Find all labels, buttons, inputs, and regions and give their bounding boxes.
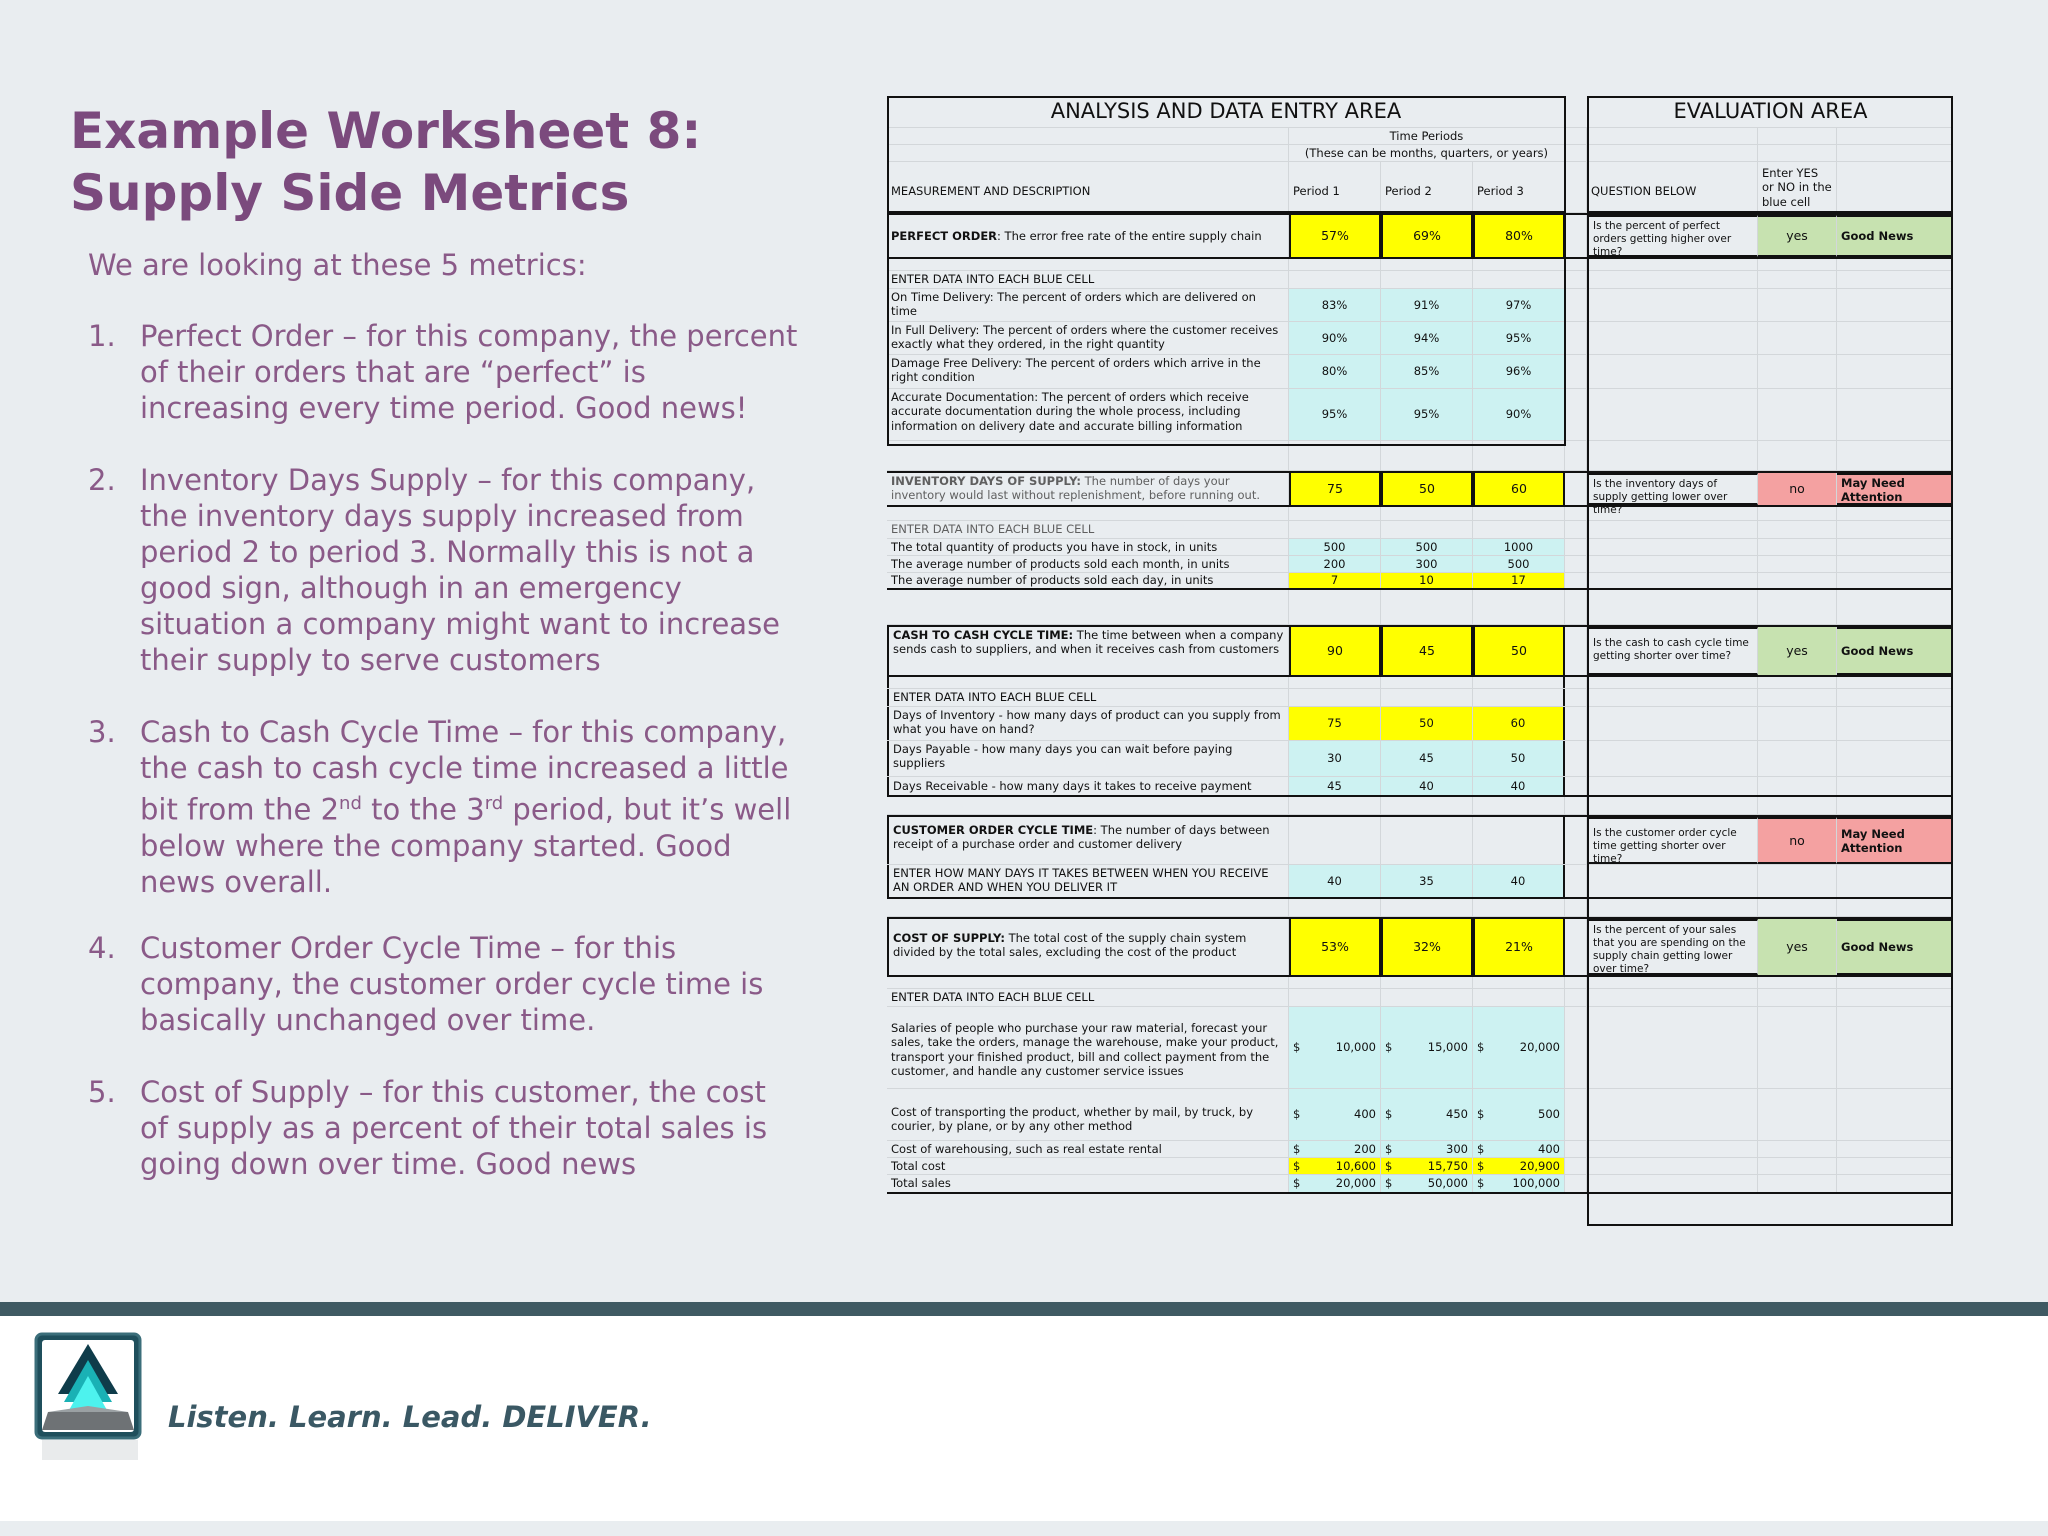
- row-label: Days of Inventory - how many days of product can you supply from what you have on hand?: [887, 707, 1289, 740]
- metric-value: 50: [1381, 473, 1473, 505]
- list-text-part: to the 3: [361, 792, 485, 827]
- currency-symbol: $: [1385, 1176, 1393, 1191]
- metric-row-cash-cycle: [887, 625, 1953, 677]
- table-row: [887, 1175, 1953, 1194]
- enter-data-label: ENTER DATA INTO EACH BLUE CELL: [887, 271, 1289, 288]
- currency-symbol: $: [1293, 1040, 1301, 1055]
- computed-value: [1381, 1158, 1473, 1174]
- answer-input[interactable]: yes: [1758, 627, 1837, 675]
- enter-data-label: ENTER DATA INTO EACH BLUE CELL: [887, 689, 1289, 706]
- metric-value: 57%: [1289, 215, 1381, 257]
- data-input[interactable]: 40: [1473, 777, 1565, 795]
- table-row: [887, 707, 1953, 741]
- column-header-period-1: Period 1: [1289, 162, 1381, 212]
- currency-symbol: $: [1293, 1141, 1301, 1156]
- column-header-period-3: Period 3: [1473, 162, 1565, 212]
- evaluation-result: May Need Attention: [1837, 473, 1953, 505]
- table-row: [887, 128, 1953, 145]
- data-input[interactable]: 40: [1473, 865, 1565, 897]
- table-row: [887, 521, 1953, 539]
- currency-symbol: $: [1385, 1141, 1393, 1156]
- amount: 10,600: [1335, 1158, 1376, 1173]
- row-label: In Full Delivery: The percent of orders where the customer receives exactly what they ordered, in the right quantity: [887, 322, 1289, 354]
- amount: 450: [1446, 1107, 1468, 1122]
- row-label: Accurate Documentation: The percent of orders which receive accurate documentation during the whole process, including information on delivery date and accurate billing information: [887, 389, 1289, 440]
- data-input[interactable]: 94%: [1381, 322, 1473, 354]
- page-title: [70, 100, 701, 224]
- data-input[interactable]: [1473, 1175, 1565, 1192]
- column-header-question: QUESTION BELOW: [1587, 162, 1758, 212]
- enter-data-label: ENTER DATA INTO EACH BLUE CELL: [887, 989, 1289, 1006]
- answer-input[interactable]: no: [1758, 473, 1837, 505]
- enter-data-label: ENTER DATA INTO EACH BLUE CELL: [887, 521, 1289, 538]
- analysis-header: ANALYSIS AND DATA ENTRY AREA: [887, 96, 1566, 127]
- amount: 15,000: [1427, 1040, 1468, 1055]
- data-input[interactable]: 95%: [1289, 389, 1381, 440]
- table-row: [887, 556, 1953, 573]
- data-input[interactable]: [1289, 1007, 1381, 1088]
- currency-symbol: $: [1385, 1107, 1393, 1122]
- table-row: [887, 271, 1953, 289]
- metric-value: 80%: [1473, 215, 1565, 257]
- data-input[interactable]: 45: [1289, 777, 1381, 795]
- currency-symbol: $: [1477, 1158, 1485, 1173]
- list-text: [140, 714, 800, 899]
- row-label: The average number of products sold each month, in units: [887, 556, 1289, 572]
- list-item: [88, 930, 808, 1038]
- evaluation-question: Is the percent of perfect orders getting higher over time?: [1587, 215, 1758, 257]
- amount: 400: [1354, 1107, 1376, 1122]
- table-row: [887, 322, 1953, 355]
- page-title-line2: Supply Side Metrics: [70, 164, 630, 222]
- table-row: [887, 289, 1953, 322]
- list-item: [88, 318, 808, 426]
- metric-value: 32%: [1381, 919, 1473, 975]
- row-label: Cost of transporting the product, whether by mail, by truck, by courier, by plane, or by any other method: [887, 1089, 1289, 1140]
- superscript: nd: [339, 793, 362, 814]
- column-header-yes-no: Enter YES or NO in the blue cell: [1758, 162, 1837, 212]
- evaluation-header: EVALUATION AREA: [1673, 99, 1868, 124]
- data-input[interactable]: 91%: [1381, 289, 1473, 321]
- data-input[interactable]: [1473, 1089, 1565, 1140]
- amount: 20,900: [1519, 1158, 1560, 1173]
- row-label: Total cost: [887, 1158, 1289, 1174]
- list-item: [88, 714, 808, 899]
- list-number: 4.: [88, 931, 116, 965]
- row-label: On Time Delivery: The percent of orders which are delivered on time: [887, 289, 1289, 321]
- amount: 200: [1354, 1141, 1376, 1156]
- data-input[interactable]: 95%: [1473, 322, 1565, 354]
- currency-symbol: $: [1293, 1107, 1301, 1122]
- metric-value: 53%: [1289, 919, 1381, 975]
- intro-text: We are looking at these 5 metrics:: [88, 248, 587, 282]
- data-input[interactable]: [1381, 1089, 1473, 1140]
- data-input[interactable]: 200: [1289, 556, 1381, 572]
- row-label: Salaries of people who purchase your raw material, forecast your sales, take the orders, manage the warehouse, make your product, transport your finished product, bill and collect payment from the customer, and handle any customer service issues: [887, 1007, 1289, 1088]
- evaluation-result: Good News: [1837, 215, 1953, 257]
- data-input[interactable]: [1289, 1089, 1381, 1140]
- list-number: 3.: [88, 715, 116, 749]
- data-input[interactable]: 50: [1473, 741, 1565, 776]
- metric-name: CUSTOMER ORDER CYCLE TIME: [893, 823, 1094, 837]
- evaluation-result: Good News: [1837, 919, 1953, 975]
- superscript: rd: [484, 793, 504, 814]
- data-input[interactable]: 97%: [1473, 289, 1565, 321]
- list-text: Cost of Supply – for this customer, the cost of supply as a percent of their total sales is going down over time. Good news: [140, 1075, 768, 1181]
- table-row: [887, 162, 1953, 213]
- worksheet-table: [887, 96, 1953, 1194]
- metric-value: 75: [1289, 473, 1381, 505]
- currency-symbol: $: [1477, 1040, 1485, 1055]
- row-label: Days Payable - how many days you can wait before paying suppliers: [887, 741, 1289, 776]
- metric-label: [887, 627, 1289, 675]
- list-text-part: period, but it’s well below where the company started. Good news overall.: [140, 792, 792, 899]
- computed-value: [1289, 1158, 1381, 1174]
- data-input[interactable]: [1473, 1007, 1565, 1088]
- metric-desc: The total cost of the supply chain system divided by the total sales, excluding the cost of the product: [893, 931, 1247, 960]
- metric-value: 45: [1381, 627, 1473, 675]
- metric-value: 21%: [1473, 919, 1565, 975]
- computed-value: 60: [1473, 707, 1565, 740]
- table-row: [887, 539, 1953, 556]
- table-row: [887, 689, 1953, 707]
- metric-row-cost-of-supply: [887, 917, 1953, 977]
- computed-value: 75: [1289, 707, 1381, 740]
- data-input[interactable]: 500: [1381, 539, 1473, 555]
- footer-band: [0, 1302, 2048, 1316]
- table-row: [887, 355, 1953, 389]
- amount: 300: [1446, 1141, 1468, 1156]
- amount: 20,000: [1519, 1040, 1560, 1055]
- metric-desc: : The number of days between receipt of a purchase order and customer delivery: [893, 823, 1270, 852]
- evaluation-result: May Need Attention: [1837, 817, 1953, 864]
- table-row: [887, 1141, 1953, 1158]
- data-input[interactable]: [1381, 1175, 1473, 1192]
- data-input[interactable]: 40: [1289, 865, 1381, 897]
- list-number: 2.: [88, 463, 116, 497]
- time-periods-note: (These can be months, quarters, or years): [1289, 145, 1566, 161]
- metric-value: 90: [1289, 627, 1381, 675]
- metric-value: 60: [1473, 473, 1565, 505]
- computed-value: 17: [1473, 573, 1565, 588]
- data-input[interactable]: 40: [1381, 777, 1473, 795]
- data-input[interactable]: 500: [1473, 556, 1565, 572]
- metric-name: COST OF SUPPLY:: [893, 931, 1005, 945]
- column-header-period-2: Period 2: [1381, 162, 1473, 212]
- answer-input[interactable]: yes: [1758, 919, 1837, 975]
- metric-label: [887, 919, 1289, 975]
- currency-symbol: $: [1477, 1107, 1485, 1122]
- list-item: [88, 462, 808, 678]
- data-input[interactable]: [1289, 1175, 1381, 1192]
- data-input[interactable]: 83%: [1289, 289, 1381, 321]
- data-input[interactable]: 35: [1381, 865, 1473, 897]
- table-row: [887, 865, 1953, 899]
- computed-value: 50: [1381, 707, 1473, 740]
- amount: 20,000: [1335, 1176, 1376, 1191]
- table-row: [887, 777, 1953, 797]
- currency-symbol: $: [1293, 1176, 1301, 1191]
- metric-list: [88, 318, 808, 1182]
- list-number: 1.: [88, 319, 116, 353]
- column-header-measurement: MEASUREMENT AND DESCRIPTION: [887, 162, 1289, 212]
- metric-row-perfect-order: [887, 213, 1953, 259]
- row-label: The average number of products sold each day, in units: [887, 573, 1289, 588]
- evaluation-question: Is the customer order cycle time getting shorter over time?: [1587, 817, 1758, 864]
- data-input[interactable]: 1000: [1473, 539, 1565, 555]
- metric-label: [887, 215, 1289, 257]
- answer-input[interactable]: yes: [1758, 215, 1837, 257]
- row-label: The total quantity of products you have in stock, in units: [887, 539, 1289, 555]
- table-row: [887, 573, 1953, 590]
- row-label: Cost of warehousing, such as real estate rental: [887, 1141, 1289, 1157]
- metric-desc: : The error free rate of the entire supply chain: [997, 228, 1262, 243]
- table-row: [887, 1158, 1953, 1175]
- evaluation-question: Is the percent of your sales that you are spending on the supply chain getting lower over time?: [1587, 919, 1758, 975]
- evaluation-question: Is the cash to cash cycle time getting shorter over time?: [1587, 627, 1758, 675]
- data-input[interactable]: 30: [1289, 741, 1381, 776]
- list-number: 5.: [88, 1075, 116, 1109]
- metric-row-customer-cycle: [887, 815, 1953, 865]
- amount: 15,750: [1427, 1158, 1468, 1173]
- data-input[interactable]: 80%: [1289, 355, 1381, 388]
- data-input[interactable]: 96%: [1473, 355, 1565, 388]
- currency-symbol: $: [1293, 1158, 1301, 1173]
- answer-input[interactable]: no: [1758, 817, 1837, 864]
- metric-desc: The number of days your inventory would last without replenishment, before running out.: [891, 474, 1261, 503]
- metric-label: [887, 473, 1289, 505]
- list-text: Customer Order Cycle Time – for this company, the customer order cycle time is basically unchanged over time.: [140, 931, 764, 1037]
- data-input[interactable]: 500: [1289, 539, 1381, 555]
- time-periods-label: Time Periods: [1289, 128, 1566, 144]
- company-logo-icon: [34, 1332, 146, 1464]
- footer-tagline: Listen. Learn. Lead. DELIVER.: [168, 1400, 652, 1434]
- data-input[interactable]: 85%: [1381, 355, 1473, 388]
- currency-symbol: $: [1385, 1040, 1393, 1055]
- metric-value: 50: [1473, 627, 1565, 675]
- table-row: [887, 989, 1953, 1007]
- currency-symbol: $: [1477, 1141, 1485, 1156]
- metric-label: [887, 817, 1289, 864]
- data-input[interactable]: 90%: [1473, 389, 1565, 440]
- metric-name: PERFECT ORDER: [891, 228, 998, 243]
- data-input[interactable]: [1381, 1141, 1473, 1157]
- amount: 500: [1538, 1107, 1560, 1122]
- table-row: [887, 1007, 1953, 1089]
- table-row: [887, 96, 1953, 128]
- metric-name: CASH TO CASH CYCLE TIME:: [893, 628, 1074, 642]
- row-label: Days Receivable - how many days it takes to receive payment: [887, 777, 1289, 795]
- data-input[interactable]: [1381, 1007, 1473, 1088]
- evaluation-result: Good News: [1837, 627, 1953, 675]
- amount: 400: [1538, 1141, 1560, 1156]
- amount: 50,000: [1427, 1176, 1468, 1191]
- table-row: [887, 145, 1953, 162]
- currency-symbol: $: [1477, 1176, 1485, 1191]
- list-text-part: Cash to Cash Cycle Time – for this company, the cash to cash cycle time increased a little bit from the 2: [140, 715, 789, 827]
- metric-row-inventory: [887, 471, 1953, 517]
- data-input[interactable]: 90%: [1289, 322, 1381, 354]
- list-text: Perfect Order – for this company, the percent of their orders that are “perfect” is increasing every time period. Good news!: [140, 319, 798, 425]
- list-text: Inventory Days Supply – for this company, the inventory days supply increased from period 2 to period 3. Normally this is not a good sign, although in an emergency situation a company might want to increase their supply to serve customers: [140, 463, 781, 677]
- data-input[interactable]: 95%: [1381, 389, 1473, 440]
- computed-value: [1473, 1158, 1565, 1174]
- row-label: Damage Free Delivery: The percent of orders which arrive in the right condition: [887, 355, 1289, 388]
- table-row: [887, 389, 1953, 441]
- data-input[interactable]: [1289, 1141, 1381, 1157]
- amount: 10,000: [1335, 1040, 1376, 1055]
- table-row: [887, 741, 1953, 777]
- data-input[interactable]: 300: [1381, 556, 1473, 572]
- page-title-line1: Example Worksheet 8:: [70, 102, 702, 160]
- list-item: [88, 1074, 808, 1182]
- table-row: [887, 1089, 1953, 1141]
- metric-name: INVENTORY DAYS OF SUPPLY:: [891, 474, 1081, 488]
- data-input[interactable]: [1473, 1141, 1565, 1157]
- metric-value: 69%: [1381, 215, 1473, 257]
- evaluation-question: Is the inventory days of supply getting lower over time?: [1587, 473, 1758, 505]
- row-label: ENTER HOW MANY DAYS IT TAKES BETWEEN WHEN YOU RECEIVE AN ORDER AND WHEN YOU DELIVER IT: [887, 865, 1289, 897]
- amount: 100,000: [1512, 1176, 1560, 1191]
- currency-symbol: $: [1385, 1158, 1393, 1173]
- metric-desc: The time between when a company sends cash to suppliers, and when it receives cash from customers: [893, 628, 1284, 657]
- row-label: Total sales: [887, 1175, 1289, 1192]
- data-input[interactable]: 45: [1381, 741, 1473, 776]
- computed-value: 10: [1381, 573, 1473, 588]
- computed-value: 7: [1289, 573, 1381, 588]
